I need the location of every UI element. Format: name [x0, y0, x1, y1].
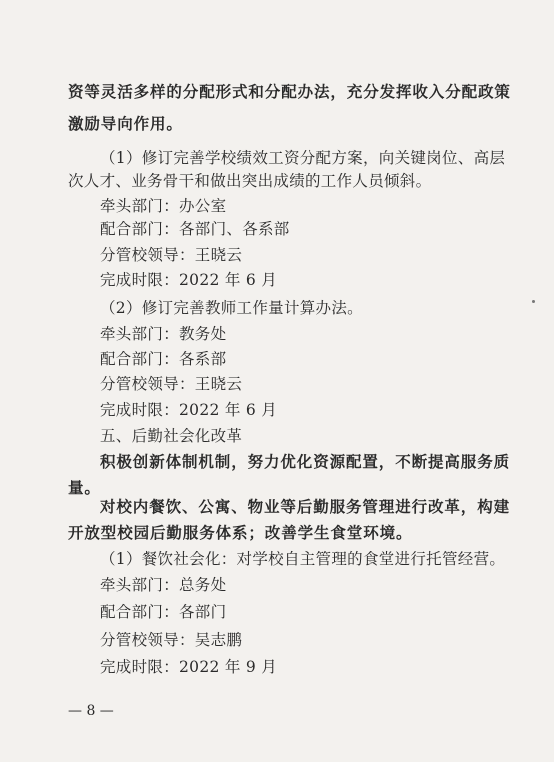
paragraph-line-2: 激励导向作用。 — [68, 115, 183, 133]
responsible-leader: 分管校领导：王晓云 — [100, 375, 243, 393]
page-number: — 8 — — [68, 703, 114, 719]
paragraph-line-1: 资等灵活多样的分配形式和分配办法，充分发挥收入分配政策 — [68, 83, 511, 101]
item-2-line: （2）修订完善教师工作量计算办法。 — [100, 299, 363, 317]
deadline: 完成时限：2022 年 6 月 — [100, 401, 278, 419]
item-1-line-2: 次人才、业务骨干和做出突出成绩的工作人员倾斜。 — [68, 172, 432, 190]
lead-department: 牵头部门：总务处 — [100, 576, 227, 594]
paper-speck — [532, 300, 535, 303]
deadline: 完成时限：2022 年 9 月 — [100, 658, 278, 676]
responsible-leader: 分管校领导：吴志鹏 — [100, 631, 243, 649]
cooperating-departments: 配合部门：各部门、各系部 — [100, 220, 290, 238]
responsible-leader: 分管校领导：王晓云 — [100, 246, 243, 264]
item-1-line-1: （1）修订完善学校绩效工资分配方案，向关键岗位、高层 — [100, 149, 506, 167]
section-heading: 五、后勤社会化改革 — [100, 427, 243, 445]
lead-department: 牵头部门：教务处 — [100, 325, 227, 343]
section-paragraph-1-line-1: 积极创新体制机制，努力优化资源配置，不断提高服务质 — [100, 453, 511, 471]
deadline: 完成时限：2022 年 6 月 — [100, 271, 278, 289]
section-paragraph-2-line-1: 对校内餐饮、公寓、物业等后勤服务管理进行改革，构建 — [100, 498, 511, 516]
cooperating-departments: 配合部门：各系部 — [100, 350, 227, 368]
lead-department: 牵头部门：办公室 — [100, 197, 227, 215]
item-3-line: （1）餐饮社会化：对学校自主管理的食堂进行托管经营。 — [100, 550, 506, 568]
section-paragraph-2-line-2: 开放型校园后勤服务体系；改善学生食堂环境。 — [68, 524, 413, 542]
cooperating-departments: 配合部门：各部门 — [100, 603, 227, 621]
section-paragraph-1-line-2: 量。 — [68, 479, 101, 497]
